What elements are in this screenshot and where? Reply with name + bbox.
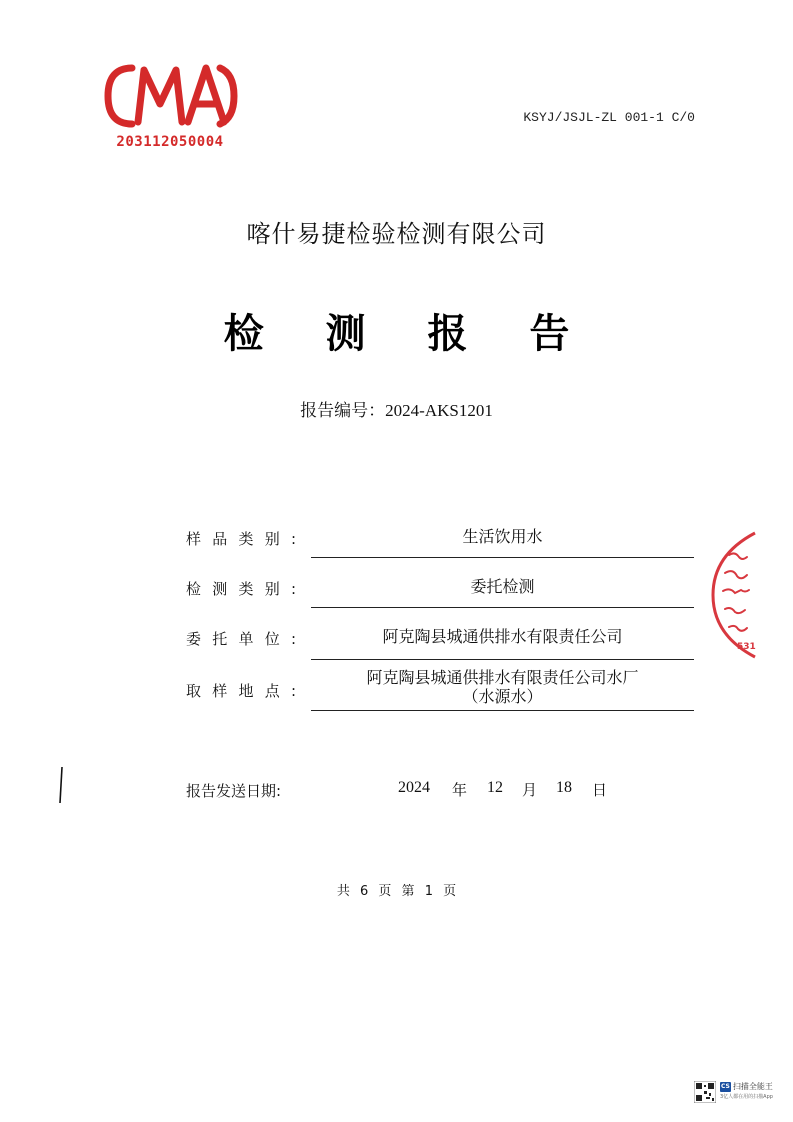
qr-code-icon — [694, 1081, 716, 1103]
company-name: 喀什易捷检验检测有限公司 — [246, 220, 547, 248]
issue-date-day: 18 — [556, 779, 572, 796]
scanner-badge — [694, 1078, 790, 1106]
field-value-sample-type: 生活饮用水 — [462, 527, 543, 546]
report-number-label: 报告编号： — [300, 401, 386, 421]
field-label-sample-type: 样品类别: — [186, 530, 296, 548]
field-label-test-type: 检测类别: — [186, 580, 296, 598]
report-title: 检 测 报 告 — [223, 311, 594, 357]
issue-date-label: 报告发送日期: — [186, 782, 282, 800]
field-underline — [311, 710, 694, 711]
field-underline — [311, 557, 694, 558]
scanner-app-name: 扫描全能王 — [732, 1082, 773, 1091]
report-number-value: 2024-AKS1201 — [385, 401, 493, 420]
field-label-sampling-site: 取样地点: — [186, 682, 296, 700]
sampling-site-line1: 阿克陶县城通供排水有限责任公司水厂 — [366, 668, 639, 687]
camscanner-icon: CS — [721, 1083, 730, 1090]
official-seal-icon — [705, 525, 765, 665]
issue-date-month-unit: 月 — [522, 781, 538, 799]
scanner-app-name-row — [720, 1082, 773, 1092]
scanner-tagline: 3亿人都在用的扫描App — [720, 1094, 773, 1100]
field-value-sampling-site — [311, 668, 694, 706]
page-info: 共 6 页 第 1 页 — [336, 884, 457, 899]
margin-mark — [58, 766, 64, 804]
issue-date-year: 2024 — [398, 779, 430, 796]
issue-date-day-unit: 日 — [592, 781, 608, 799]
scanner-badge-text — [720, 1082, 773, 1102]
issue-date-year-unit: 年 — [452, 781, 468, 799]
cma-cert-number: 203112050004 — [116, 134, 224, 150]
issue-date-month: 12 — [487, 779, 503, 796]
field-value-client: 阿克陶县城通供排水有限责任公司 — [382, 627, 623, 646]
field-underline — [311, 607, 694, 608]
sampling-site-line2: （水源水） — [462, 687, 543, 706]
field-value-test-type: 委托检测 — [470, 577, 535, 596]
svg-text:531: 531 — [737, 642, 756, 652]
field-label-client: 委托单位: — [186, 630, 296, 648]
document-code: KSYJ/JSJL-ZL 001-1 C/0 — [523, 110, 695, 125]
report-number-row — [0, 396, 793, 421]
field-underline — [311, 659, 694, 660]
